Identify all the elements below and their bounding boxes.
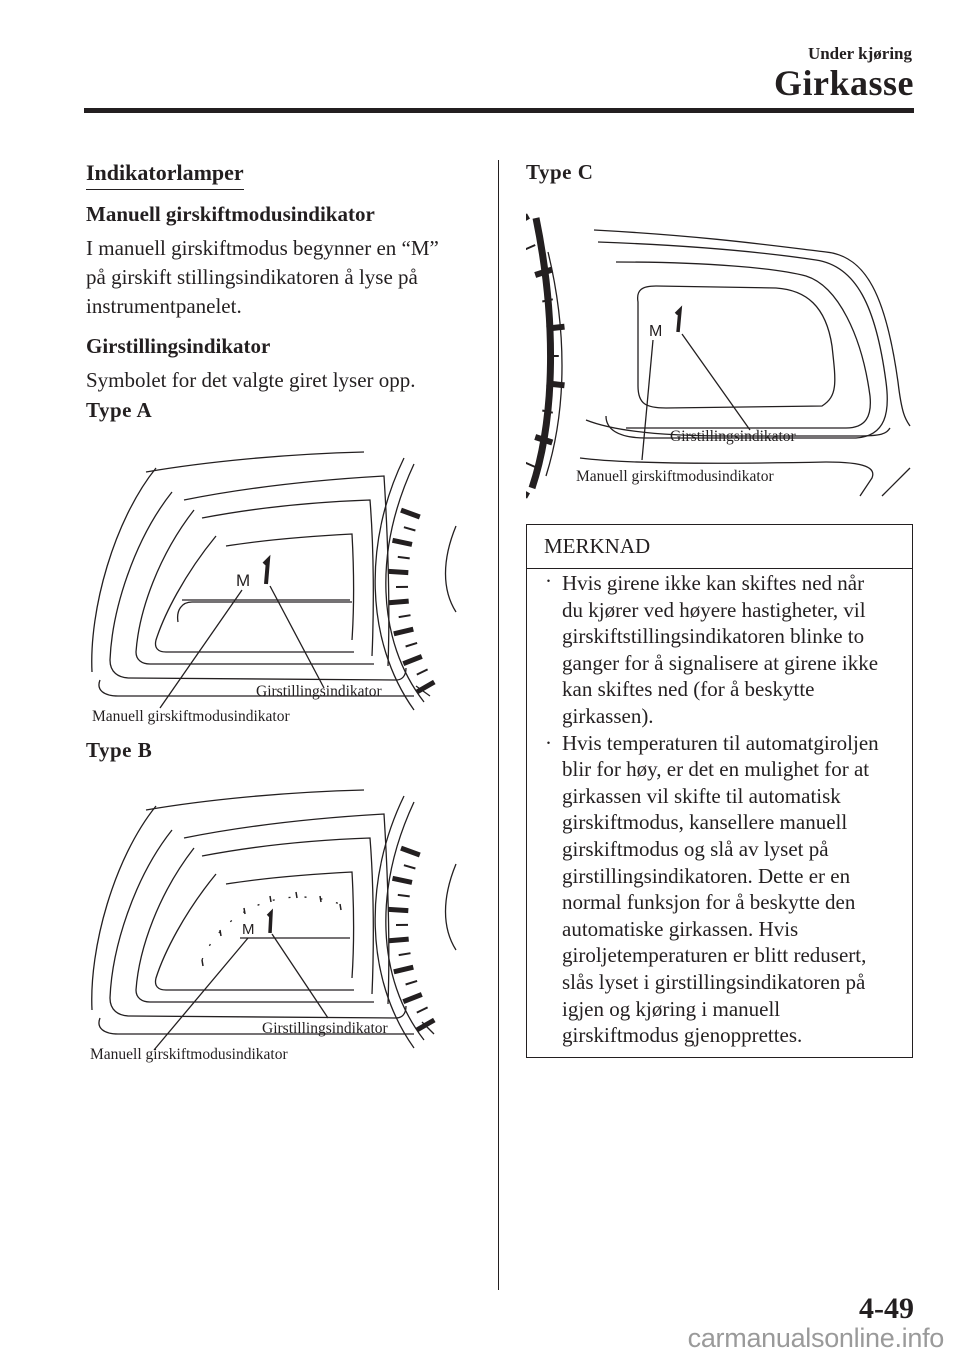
figure-contour [184, 476, 389, 666]
callout-leader-line [272, 934, 328, 1018]
note-line: girskiftmodus og slå av lyset på [562, 836, 829, 861]
gauge-tick [389, 939, 409, 941]
gauge-tick [394, 629, 414, 634]
manual-mode-m-symbol: M [649, 323, 663, 340]
gauge-tick [403, 994, 422, 1001]
gauge-tick [403, 656, 422, 663]
callout-manual-indicator-b: Manuell girskiftmodusindikator [90, 1046, 288, 1063]
gauge-tick [526, 245, 535, 249]
gauge-tick [398, 895, 410, 897]
gauge-tick [393, 878, 413, 882]
gauge-tick [406, 643, 418, 647]
note-line: du kjører ved høyere hastigheter, vil [562, 597, 866, 622]
manual-mode-m-symbol: M [236, 571, 251, 590]
subheading-gear-indicator: Girstillingsindikator [86, 334, 271, 358]
callout-leader-line [270, 586, 324, 688]
callout-leader-line [160, 590, 242, 708]
gauge-tick [404, 865, 416, 868]
gauge-tick [417, 669, 428, 674]
callout-gear-indicator-b: Girstillingsindikator [262, 1020, 388, 1037]
display-screen [638, 286, 835, 408]
note-line: Hvis girene ikke kan skiftes ned når [562, 571, 865, 595]
gauge-tick [399, 953, 411, 955]
column-divider [498, 160, 499, 1290]
running-header-title: Girkasse [773, 63, 914, 103]
paragraph-gear-symbol: Symbolet for det valgte giret lyser opp. [86, 368, 416, 392]
gauge-arc [446, 864, 457, 950]
gauge-arc [386, 464, 424, 702]
type-c-instrument-figure [526, 206, 916, 506]
running-header-section: Under kjøring [807, 44, 912, 63]
note-line: giroljetemperaturen er blitt redusert, [562, 943, 867, 968]
gauge-tick [526, 487, 529, 496]
note-line: slås lyset i girstillingsindikatoren på [562, 969, 866, 994]
gauge-arc [375, 796, 414, 1048]
gear-digit-symbol [264, 560, 268, 584]
note-line: kan skiftes ned (for å beskytte [562, 677, 815, 702]
note-title: MERKNAD [544, 534, 651, 558]
gauge-tick [526, 216, 529, 225]
gauge-tick [398, 557, 410, 559]
gauge-tick [388, 909, 408, 910]
gauge-tick [417, 1007, 428, 1012]
gauge-tick [393, 540, 413, 544]
note-item [527, 568, 912, 730]
callout-leader-line [154, 938, 248, 1050]
paragraph-line: instrumentpanelet. [86, 294, 242, 318]
callout-manual-indicator-c: Manuell girskiftmodusindikator [576, 468, 774, 485]
bullet-icon: · [545, 730, 552, 755]
gauge-arc [386, 802, 424, 1040]
tach-tick [270, 896, 271, 902]
gauge-tick [547, 327, 565, 329]
note-line: girkassen). [562, 703, 654, 728]
gear-digit-symbol [268, 913, 271, 933]
figure-contour [155, 874, 354, 990]
page-number: 4-49 [859, 1292, 914, 1325]
gauge-tick [399, 615, 411, 617]
note-line: girkassen vil skifte til automatisk [562, 783, 841, 808]
callout-leader-line [642, 340, 653, 460]
note-line: Hvis temperaturen til automatgiroljen [562, 730, 879, 755]
gauge-tick [535, 437, 552, 443]
figure-contour [178, 602, 352, 622]
tach-tick [320, 896, 321, 902]
gauge-tick [388, 571, 408, 572]
tach-tick [244, 908, 245, 914]
note-line: automatiske girkassen. Hvis [562, 916, 799, 941]
gauge-arc [532, 218, 551, 488]
tach-tick [296, 892, 297, 898]
note-line: girskiftmodus, kansellere manuell [562, 810, 848, 835]
figure-contour [92, 468, 156, 672]
callout-leader-line [682, 334, 750, 430]
figure-contour [202, 838, 373, 994]
gauge-tick [406, 981, 418, 985]
paragraph-line: I manuell girskiftmodus begynner en “M” [86, 236, 439, 260]
figure-contour [136, 510, 374, 664]
figure-contour [155, 536, 354, 652]
callout-gear-indicator-c: Girstillingsindikator [670, 428, 796, 445]
gauge-tick [526, 463, 535, 467]
figure-contour [146, 790, 364, 810]
header-rule [84, 108, 914, 113]
note-title-bar [527, 525, 912, 569]
section-heading: Indikatorlamper [86, 160, 244, 190]
type-b-label: Type B [86, 738, 153, 762]
gauge-tick [404, 527, 416, 530]
gear-digit-symbol [676, 310, 680, 332]
gauge-tick [417, 682, 434, 692]
figure-contour [594, 230, 910, 426]
tach-tick [202, 960, 203, 966]
note-line: girskiftmodus gjenopprettes. [562, 1023, 803, 1048]
figure-contour [598, 242, 887, 438]
tach-tick [220, 930, 221, 936]
tach-tick [340, 904, 341, 910]
gauge-tick [535, 270, 552, 276]
type-a-label: Type A [86, 398, 153, 422]
watermark: carmanualsonline.info [687, 1323, 944, 1353]
note-line: igjen og kjøring i manuell [562, 996, 781, 1021]
figure-contour [136, 848, 374, 1002]
gauge-arc [375, 458, 414, 710]
paragraph-line: på girskift stillingsindikatoren å lyse på [86, 265, 418, 289]
note-line: ganger for å signalisere at girene ikke [562, 650, 879, 675]
gauge-tick [389, 601, 409, 603]
gauge-ticks [388, 510, 434, 692]
figure-contour [882, 468, 910, 496]
figure-contour [92, 806, 156, 1010]
callout-gear-indicator-a: Girstillingsindikator [256, 683, 382, 700]
note-line: girskiftstillingsindikatoren blinke to [562, 624, 865, 649]
subheading-manual-indicator: Manuell girskiftmodusindikator [86, 202, 375, 226]
note-box [526, 524, 913, 1058]
note-line: girstillingsindikatoren. Dette er en [562, 863, 851, 888]
note-list [527, 568, 912, 1049]
manual-mode-m-symbol: M [242, 921, 255, 938]
callout-manual-indicator-a: Manuell girskiftmodusindikator [92, 708, 290, 725]
gauge-tick [394, 967, 414, 972]
note-line: normal funksjon for å beskytte den [562, 890, 856, 915]
gauge-tick [401, 510, 420, 517]
gauge-tick [401, 848, 420, 855]
figure-contour [184, 814, 389, 1004]
note-item [527, 730, 912, 1049]
figure-contour [202, 500, 373, 656]
paragraph-manual-mode [86, 234, 439, 321]
note-line: blir for høy, er det en mulighet for at [562, 757, 870, 782]
gauge-arc [446, 526, 457, 612]
figure-contour [146, 452, 364, 472]
bullet-icon: · [545, 569, 552, 593]
type-c-label: Type C [526, 160, 594, 184]
